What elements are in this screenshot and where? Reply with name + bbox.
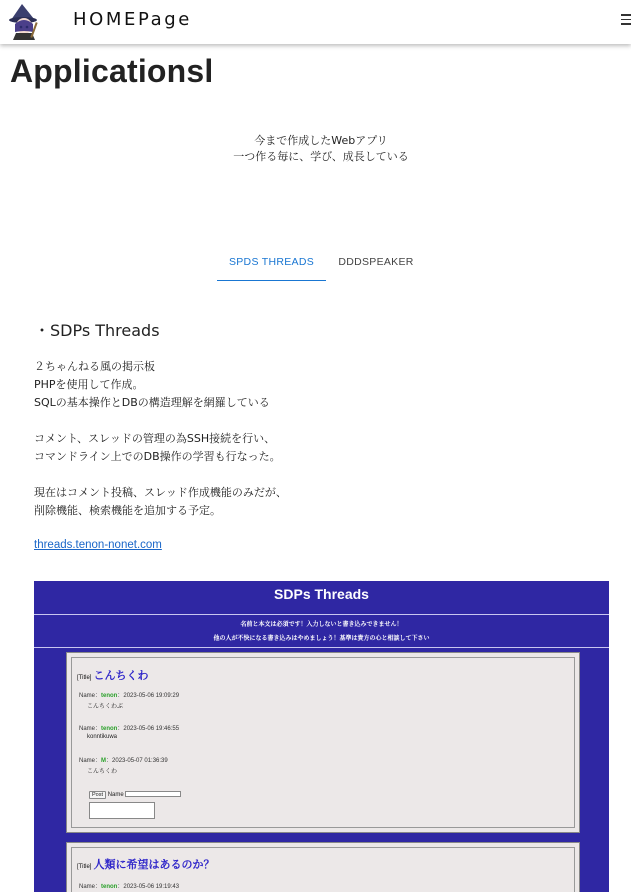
post-body: こんちくわぶ [87, 704, 124, 710]
app-tabs [0, 247, 631, 283]
thread-tag: [Title] [77, 675, 92, 681]
post-author: tenon [101, 726, 118, 732]
reply-form-row [89, 791, 181, 799]
page-title: Applicationsl [10, 53, 214, 89]
thread-header [77, 855, 214, 873]
site-link[interactable]: threads.tenon-nonet.com [34, 539, 162, 551]
preview-notice-1: 名前と本文は必須です！入力しないと書き込みできません！ [240, 622, 403, 628]
top-header [0, 0, 631, 44]
preview-title: SDPs Threads [274, 586, 369, 602]
intro-line-2: 一つ作る毎に、学び、成長している [233, 150, 409, 163]
post-name-label: Name： [79, 758, 102, 764]
desc-line: SQLの基本操作とDBの構造理解を網羅している [34, 396, 270, 409]
post-author: tenon [101, 693, 118, 699]
name-label: Name [107, 792, 124, 798]
desc-line: 削除機能、検索機能を追加する予定。 [34, 504, 221, 517]
thread-title[interactable]: こんちくわ [93, 670, 149, 682]
desc-line: コメント、スレッドの管理の為SSH接続を行い、 [34, 432, 276, 445]
post-date: ：2023-05-06 19:09:29 [117, 693, 180, 699]
post-name-label: Name： [79, 884, 102, 890]
brand-title[interactable]: HOMEPage [73, 9, 192, 30]
section-description [34, 358, 594, 520]
post-date: ：2023-05-07 01:36:39 [106, 758, 168, 764]
intro-line-1: 今まで作成したWebアプリ [254, 134, 388, 147]
post-body: konntikuwa [87, 734, 118, 740]
thread-card [66, 842, 580, 892]
post-meta [79, 755, 168, 764]
post-name-label: Name： [79, 693, 102, 699]
preview-divider [34, 647, 609, 648]
post-meta [79, 723, 179, 732]
preview-notice-2: 他の人が不快になる書き込みはやめましょう！基準は貴方の心と相談して下さい [213, 636, 430, 642]
desc-line: PHPを使用して作成。 [34, 378, 144, 391]
app-preview-screenshot [34, 581, 609, 892]
intro-text [0, 133, 631, 165]
section-heading: ・SDPs Threads [34, 321, 160, 340]
desc-line: ２ちゃんねる風の掲示板 [34, 360, 155, 373]
post-date: ：2023-05-06 19:19:43 [117, 884, 180, 890]
comment-textarea[interactable] [89, 802, 155, 819]
post-body: こんちくわ [87, 769, 118, 775]
thread-title[interactable]: 人類に希望はあるのか？ [93, 859, 215, 871]
name-input[interactable] [125, 791, 181, 797]
thread-header [77, 666, 148, 684]
post-meta [79, 690, 179, 699]
tab-dddspeaker[interactable]: DDDSPEAKER [338, 256, 414, 268]
tab-spds-threads[interactable]: SPDS THREADS [217, 247, 326, 281]
desc-line: 現在はコメント投稿、スレッド作成機能のみだが、 [34, 486, 287, 499]
post-meta [79, 881, 179, 890]
witch-mascot-logo-icon[interactable] [8, 2, 42, 40]
post-name-label: Name： [79, 726, 102, 732]
preview-divider [34, 614, 609, 615]
post-date: ：2023-05-06 19:46:55 [117, 726, 180, 732]
post-button[interactable]: Post [89, 791, 106, 799]
desc-line: コマンドライン上でのDB操作の学習も行なった。 [34, 450, 281, 463]
thread-card [66, 652, 580, 833]
post-author: tenon [101, 884, 118, 890]
hamburger-icon[interactable] [621, 14, 631, 26]
thread-tag: [Title] [77, 864, 92, 870]
post-author: M [101, 758, 107, 764]
